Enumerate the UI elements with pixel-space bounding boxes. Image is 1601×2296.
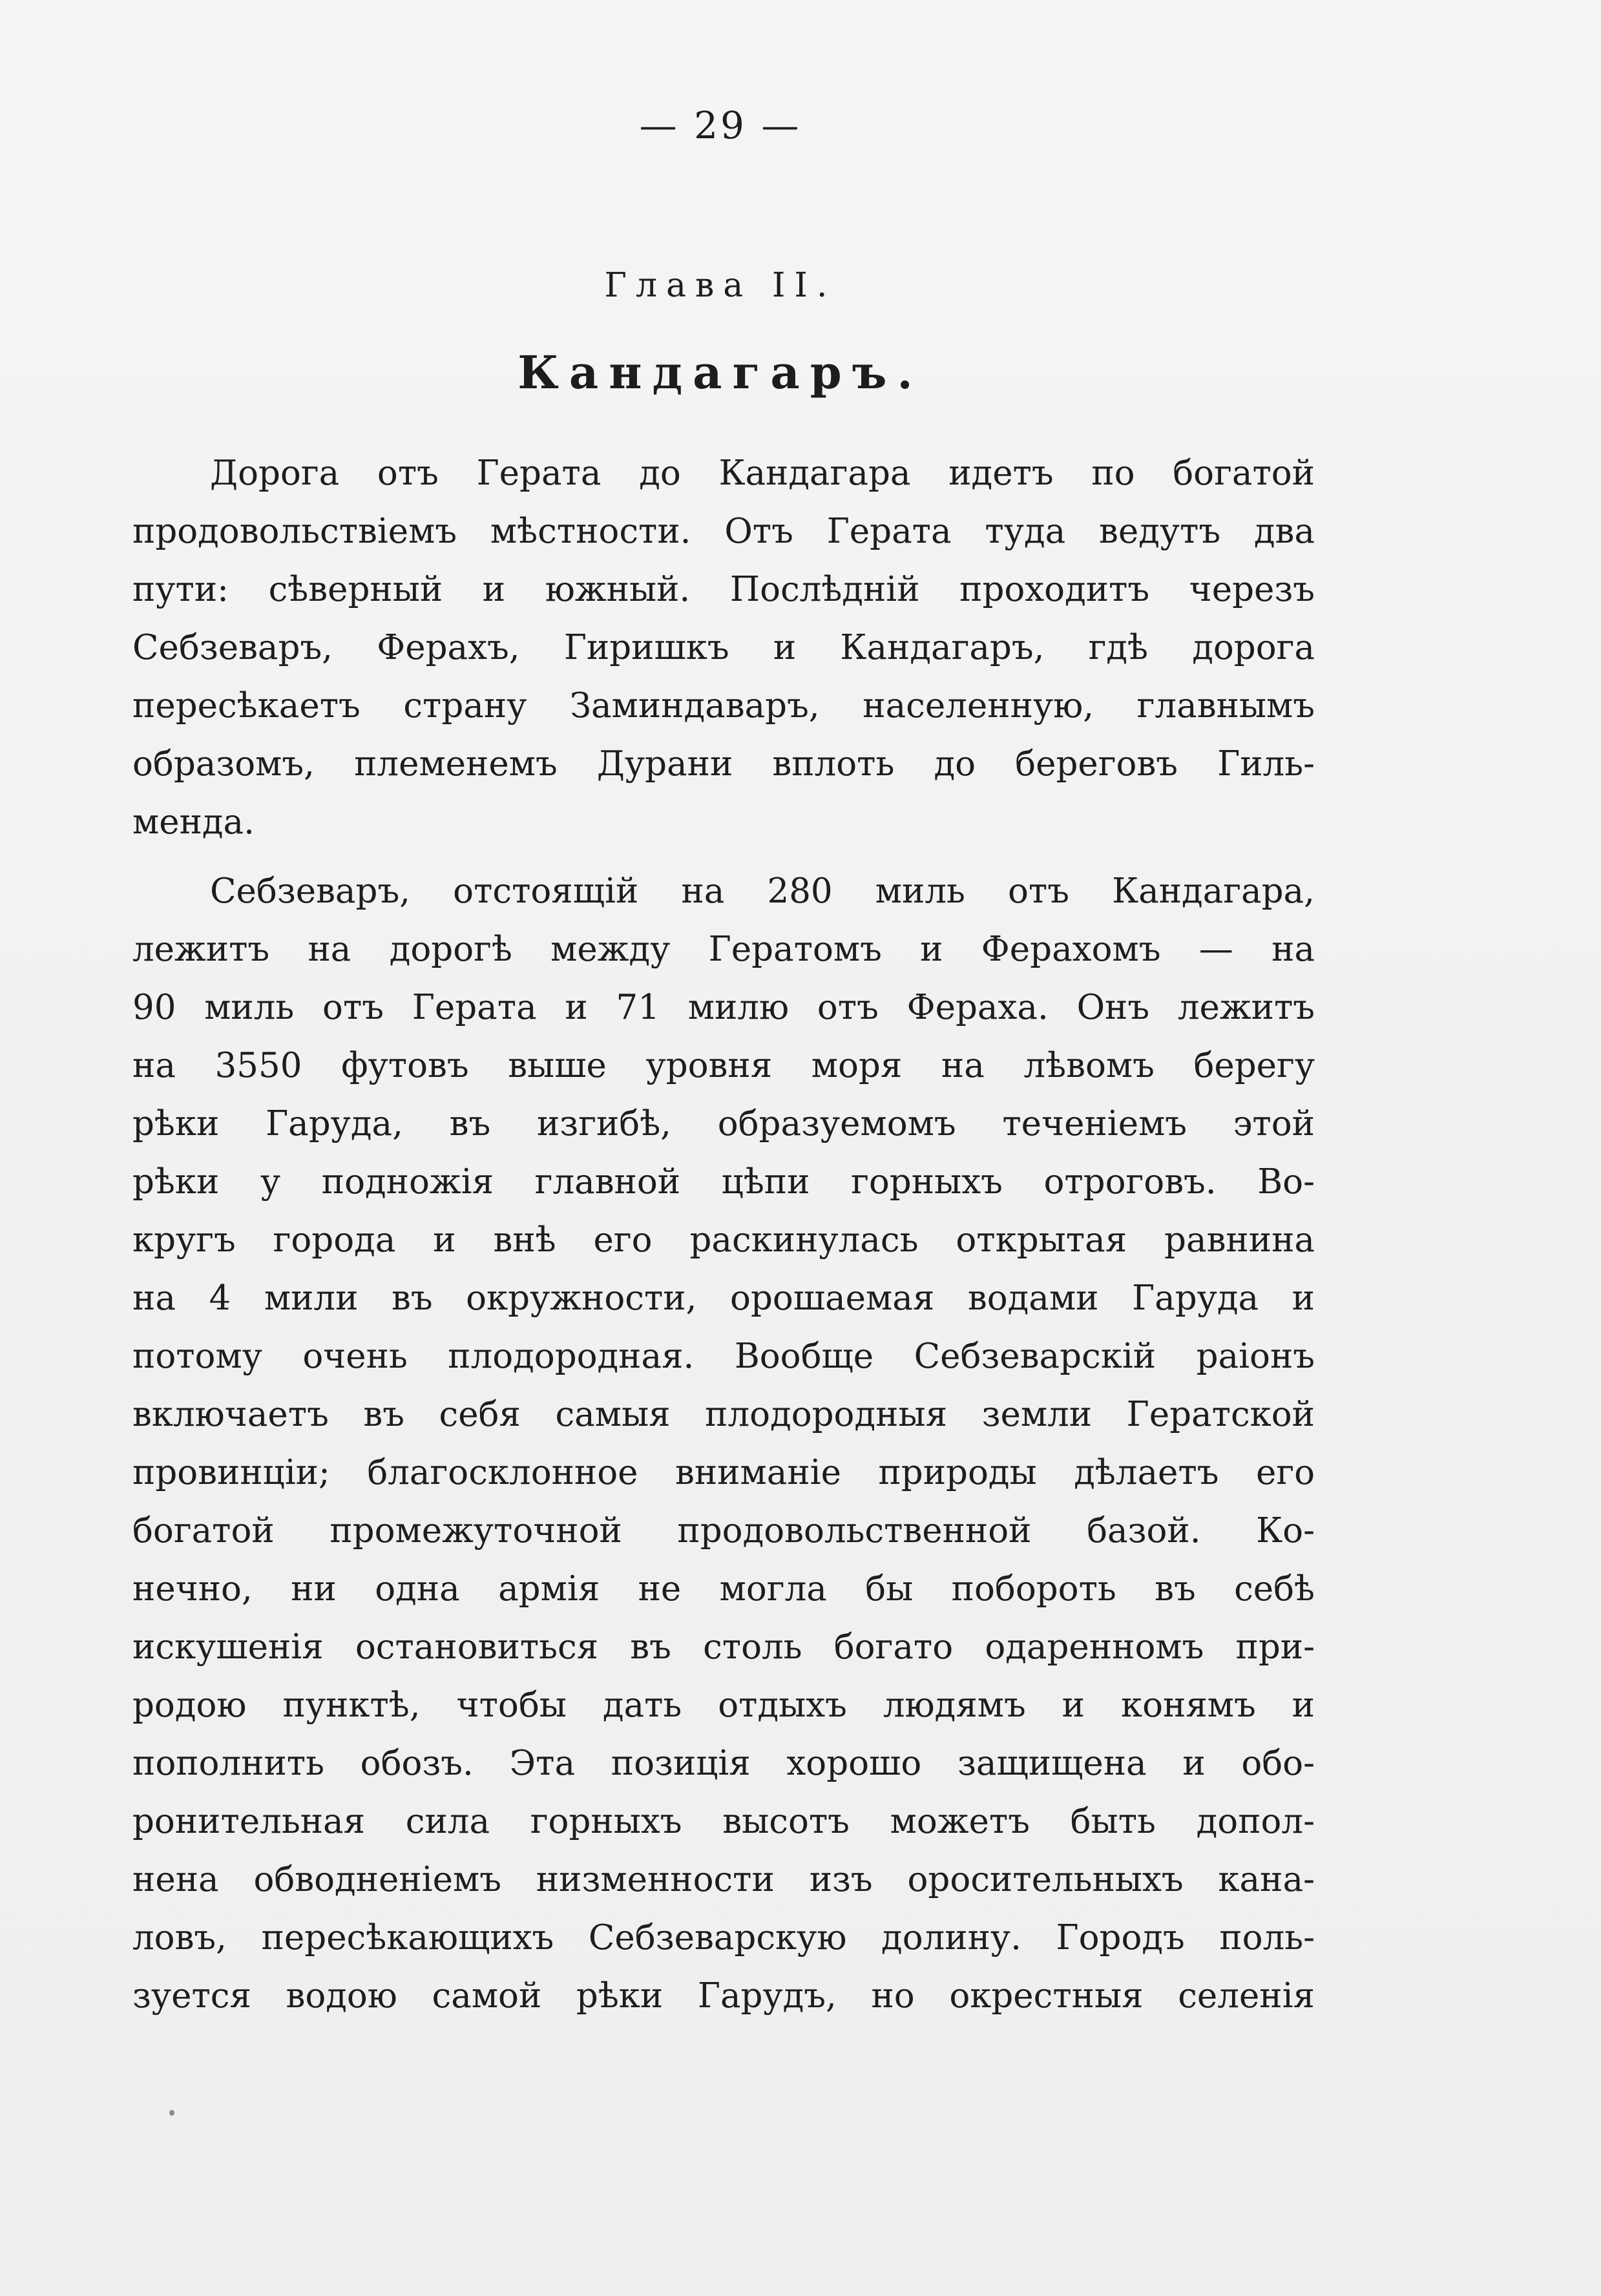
text-line: 90 миль отъ Герата и 71 милю отъ Фераха. Онъ лежитъ [132,988,1315,1027]
chapter-label: Глава II. [604,266,837,305]
text-line: потому очень плодородная. Вообще Себзеварскій раіонъ [132,1337,1315,1376]
text-line: пути: сѣверный и южный. Послѣдній проходитъ черезъ [132,570,1315,609]
paragraph-1 [132,444,1315,851]
text-line: ловъ, пересѣкающихъ Себзеварскую долину. Городъ поль- [132,1918,1315,1957]
text-line: пополнить обозъ. Эта позиція хорошо защищена и обо- [132,1744,1315,1783]
text-line: нена обводненіемъ низменности изъ оросительныхъ кана- [132,1860,1315,1899]
text-line: продовольствіемъ мѣстности. Отъ Герата туда ведутъ два [132,512,1315,551]
text-line: родою пунктѣ, чтобы дать отдыхъ людямъ и конямъ и [132,1685,1315,1725]
text-line: богатой промежуточной продовольственной базой. Ко- [132,1511,1315,1550]
text-line: менда. [132,802,255,842]
text-line: Себзеваръ, Ферахъ, Гиришкъ и Кандагаръ, гдѣ дорога [132,628,1315,667]
text-line: нечно, ни одна армія не могла бы побороть въ себѣ [132,1569,1315,1609]
text-line: ронительная сила горныхъ высотъ можетъ быть допол- [132,1802,1315,1841]
text-line: на 3550 футовъ выше уровня моря на лѣвомъ берегу [132,1046,1315,1085]
text-line: кругъ города и внѣ его раскинулась открытая равнина [132,1220,1315,1260]
text-line: образомъ, племенемъ Дурани вплоть до береговъ Гиль- [132,744,1315,784]
text-line: зуется водою самой рѣки Гарудъ, но окрестныя селенія [132,1976,1315,2016]
page-number: — 29 — [639,103,802,147]
paragraph-2 [132,862,1315,2025]
text-line: Себзеваръ, отстоящій на 280 миль отъ Кандагара, [210,871,1315,911]
chapter-title: Кандагаръ. [518,346,923,399]
text-line: включаетъ въ себя самыя плодородныя земли Гератской [132,1395,1315,1434]
text-line: пересѣкаетъ страну Заминдаваръ, населенную, главнымъ [132,686,1315,725]
text-line: на 4 мили въ окружности, орошаемая водами Гаруда и [132,1278,1315,1318]
text-line: рѣки у подножія главной цѣпи горныхъ отроговъ. Во- [132,1162,1315,1202]
text-line: искушенія остановиться въ столь богато одаренномъ при- [132,1627,1315,1667]
text-line: провинціи; благосклонное вниманіе природы дѣлаетъ его [132,1453,1315,1492]
text-line: Дорога отъ Герата до Кандагара идетъ по богатой [210,454,1315,493]
ink-speck [169,2110,174,2116]
text-line: рѣки Гаруда, въ изгибѣ, образуемомъ теченіемъ этой [132,1104,1315,1143]
text-line: лежитъ на дорогѣ между Гератомъ и Ферахомъ — на [132,930,1315,969]
